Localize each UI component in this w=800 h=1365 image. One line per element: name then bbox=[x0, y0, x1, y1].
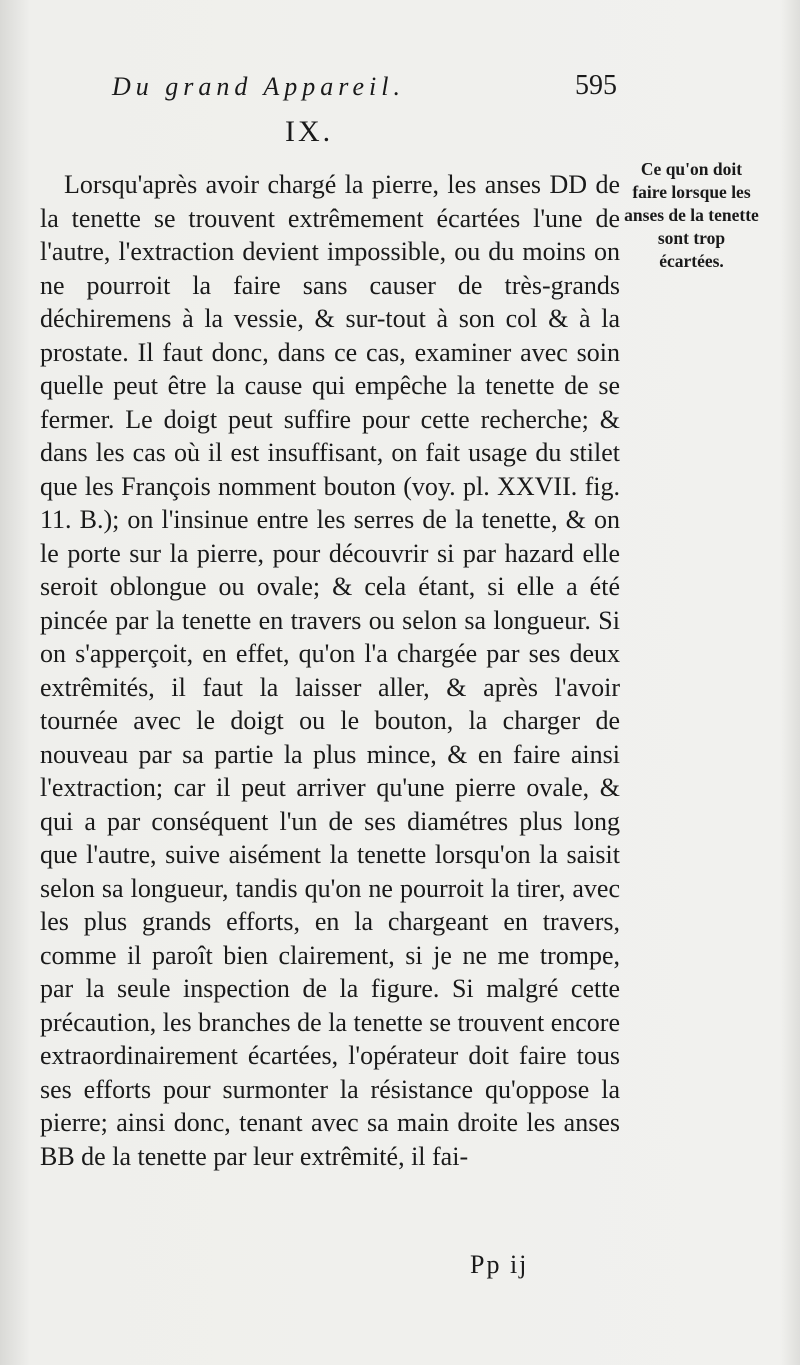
page-number: 595 bbox=[575, 70, 617, 101]
signature-mark: Pp ij bbox=[470, 1250, 529, 1279]
section-number: IX. bbox=[285, 115, 334, 148]
paragraph: Lorsqu'après avoir chargé la pierre, les anses DD de la tenette se trouvent extrêmement écartées l'une de l'autre, l'extraction devient impossible, ou du moins on ne pourroit la faire sans causer de très-grands déchiremens à la vessie, & sur-tout à son col & à la prostate. Il faut donc, dans ce cas, examiner avec soin quelle peut être la cause qui empêche la tenette de se fermer. Le doigt peut suffire pour cette recherche; & dans les cas où il est insuffisant, on fait usage du stilet que les François nomment bouton (voy. pl. XXVII. fig. 11. B.); on l'insinue entre les serres de la tenette, & on le porte sur la pierre, pour découvrir si par hazard elle seroit oblongue ou ovale; & cela étant, si elle a été pincée par la tenette en travers ou selon sa longueur. Si on s'apperçoit, en effet, qu'on l'a chargée par ses deux extrêmités, il faut la laisser aller, & après l'avoir tournée avec le doigt ou le bouton, la charger de nouveau par sa partie la plus mince, & en faire ainsi l'extraction; car il peut arriver qu'une pierre ovale, & qui a par conséquent l'un de ses diamétres plus long que l'autre, suive aisément la tenette lorsqu'on la saisit selon sa longueur, tandis qu'on ne pourroit la tirer, avec les plus grands efforts, en la chargeant en travers, comme il paroît bien clairement, si je ne me trompe, par la seule inspection de la figure. Si malgré cette précaution, les branches de la tenette se trouvent encore extraordinairement écartées, l'opérateur doit faire tous ses efforts pour surmonter la résistance qu'oppose la pierre; ainsi donc, tenant avec sa main droite les anses BB de la tenette par leur extrêmité, il fai- bbox=[40, 170, 620, 1171]
running-title: Du grand Appareil. bbox=[112, 72, 405, 101]
main-text bbox=[40, 168, 620, 1173]
margin-note: Ce qu'on doit faire lorsque les anses de la tenette sont trop écartées. bbox=[624, 159, 759, 271]
page-header bbox=[112, 68, 617, 108]
